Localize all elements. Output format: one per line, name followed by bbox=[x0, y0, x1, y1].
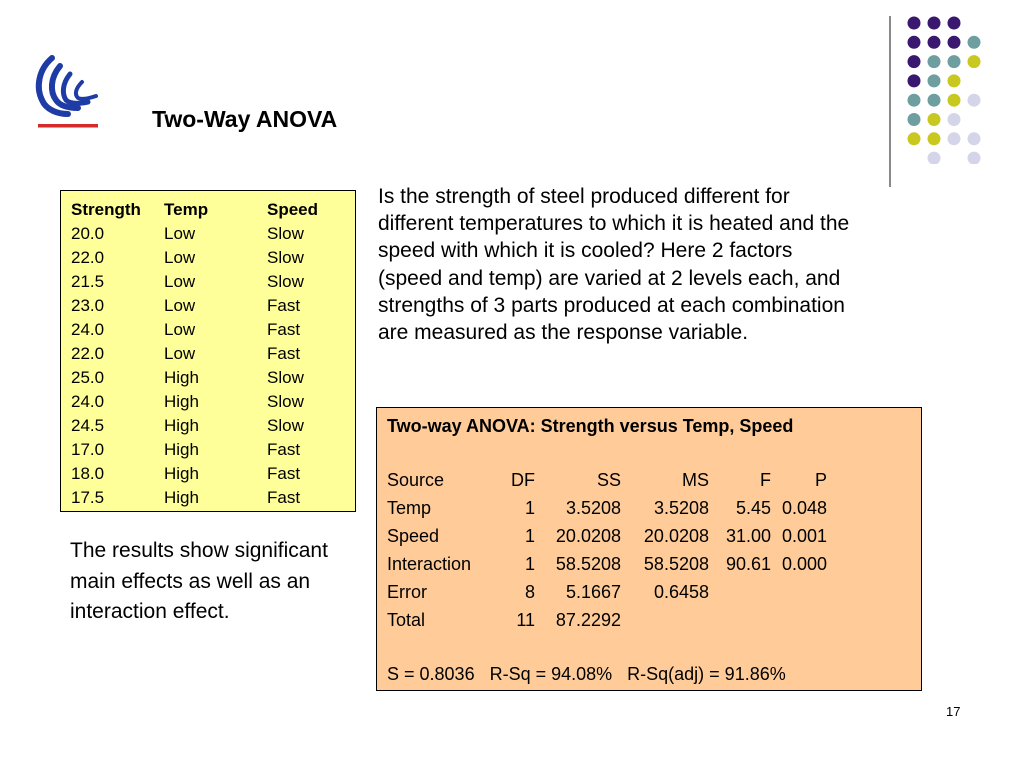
cell-strength: 24.0 bbox=[71, 320, 105, 339]
decorative-dot-grid bbox=[905, 14, 1005, 164]
anova-cell-source: Interaction bbox=[387, 554, 472, 574]
table-header-row bbox=[61, 198, 355, 222]
table-row bbox=[61, 438, 355, 462]
decorative-dot bbox=[948, 36, 961, 49]
anova-cell-df: 8 bbox=[524, 582, 535, 602]
decorative-dot bbox=[948, 94, 961, 107]
cell-speed: Fast bbox=[267, 320, 301, 339]
cell-temp: Low bbox=[164, 248, 196, 267]
cell-speed: Fast bbox=[267, 344, 301, 363]
table-row bbox=[61, 342, 355, 366]
research-question: Is the strength of steel produced different for different temperatures to which it is heated and the speed with which it is cooled? Here 2 factors (speed and temp) are varied at 2 levels each, and strengths of 3 parts produced at each combination are measured as the response variable. bbox=[378, 185, 850, 345]
anova-cell-source: Total bbox=[387, 610, 426, 630]
decorative-dot bbox=[968, 94, 981, 107]
cell-temp: High bbox=[164, 440, 199, 459]
anova-cell-source: Temp bbox=[387, 498, 432, 518]
decorative-dot bbox=[928, 152, 941, 164]
table-row bbox=[61, 414, 355, 438]
anova-row bbox=[387, 606, 921, 634]
cell-temp: Low bbox=[164, 224, 196, 243]
anova-cell-f: 31.00 bbox=[725, 526, 771, 546]
decorative-dot bbox=[928, 74, 941, 87]
cell-temp: Low bbox=[164, 272, 196, 291]
decorative-dot bbox=[968, 132, 981, 145]
cell-temp: Low bbox=[164, 344, 196, 363]
header-temp: Temp bbox=[164, 200, 209, 219]
decorative-dot bbox=[928, 55, 941, 68]
decorative-divider bbox=[889, 16, 891, 187]
anova-cell-source: Error bbox=[387, 582, 427, 602]
anova-row bbox=[387, 494, 921, 522]
strength-data-table bbox=[60, 190, 356, 512]
anova-header-df: DF bbox=[511, 470, 535, 490]
decorative-dot bbox=[948, 17, 961, 30]
anova-cell-f bbox=[709, 606, 771, 634]
decorative-dot bbox=[928, 36, 941, 49]
anova-header-row bbox=[387, 466, 921, 494]
anova-cell-ss: 20.0208 bbox=[555, 526, 621, 546]
logo-flame-tip bbox=[76, 82, 96, 99]
cell-temp: Low bbox=[164, 320, 196, 339]
decorative-dot bbox=[968, 55, 981, 68]
cell-temp: High bbox=[164, 416, 199, 435]
cell-temp: High bbox=[164, 488, 199, 507]
cell-temp: High bbox=[164, 368, 199, 387]
decorative-dot bbox=[908, 94, 921, 107]
decorative-dot bbox=[908, 113, 921, 126]
anova-cell-p bbox=[771, 578, 827, 606]
cell-temp: Low bbox=[164, 296, 196, 315]
cell-speed: Slow bbox=[267, 248, 304, 267]
slide-number: 17 bbox=[946, 704, 961, 719]
anova-cell-ms: 3.5208 bbox=[653, 498, 709, 518]
anova-header-f: F bbox=[760, 470, 771, 490]
table-row bbox=[61, 390, 355, 414]
decorative-dot bbox=[908, 132, 921, 145]
anova-header-source: Source bbox=[387, 470, 445, 490]
decorative-dot bbox=[928, 113, 941, 126]
cell-strength: 24.5 bbox=[71, 416, 105, 435]
decorative-dot bbox=[908, 55, 921, 68]
cell-temp: High bbox=[164, 392, 199, 411]
decorative-dot bbox=[968, 36, 981, 49]
anova-cell-f bbox=[709, 578, 771, 606]
anova-cell-df: 1 bbox=[524, 554, 535, 574]
decorative-dot bbox=[948, 132, 961, 145]
anova-cell-ss: 3.5208 bbox=[565, 498, 621, 518]
anova-cell-p bbox=[771, 606, 827, 634]
decorative-dot bbox=[948, 113, 961, 126]
anova-cell-ss: 87.2292 bbox=[555, 610, 621, 630]
cell-speed: Fast bbox=[267, 488, 301, 507]
slide-title: Two-Way ANOVA bbox=[152, 106, 338, 132]
cell-strength: 22.0 bbox=[71, 344, 105, 363]
anova-cell-ms: 0.6458 bbox=[653, 582, 709, 602]
anova-cell-ss: 5.1667 bbox=[565, 582, 621, 602]
anova-row bbox=[387, 522, 921, 550]
header-strength: Strength bbox=[71, 200, 141, 219]
anova-cell-ss: 58.5208 bbox=[555, 554, 621, 574]
logo-red-bar bbox=[38, 124, 98, 128]
cell-speed: Fast bbox=[267, 464, 301, 483]
anova-row bbox=[387, 550, 921, 578]
anova-cell-ms bbox=[621, 606, 709, 634]
anova-cell-f: 5.45 bbox=[735, 498, 771, 518]
table-row bbox=[61, 366, 355, 390]
cell-speed: Slow bbox=[267, 368, 304, 387]
decorative-dot bbox=[948, 74, 961, 87]
cell-strength: 18.0 bbox=[71, 464, 105, 483]
anova-cell-df: 1 bbox=[524, 498, 535, 518]
anova-cell-df: 1 bbox=[524, 526, 535, 546]
cell-strength: 24.0 bbox=[71, 392, 105, 411]
cell-speed: Fast bbox=[267, 440, 301, 459]
decorative-dot bbox=[948, 55, 961, 68]
conclusion-text: The results show significant main effects as well as an interaction effect. bbox=[70, 539, 328, 623]
cell-speed: Slow bbox=[267, 392, 304, 411]
cell-temp: High bbox=[164, 464, 199, 483]
table-row bbox=[61, 294, 355, 318]
cell-strength: 17.5 bbox=[71, 488, 105, 507]
table-row bbox=[61, 270, 355, 294]
decorative-dot bbox=[928, 94, 941, 107]
anova-cell-p: 0.048 bbox=[781, 498, 827, 518]
decorative-dot bbox=[908, 74, 921, 87]
decorative-dot bbox=[908, 17, 921, 30]
cell-speed: Fast bbox=[267, 296, 301, 315]
anova-title: Two-way ANOVA: Strength versus Temp, Speed bbox=[387, 416, 794, 436]
table-row bbox=[61, 462, 355, 486]
anova-cell-df: 11 bbox=[516, 610, 535, 630]
anova-cell-p: 0.000 bbox=[781, 554, 827, 574]
anova-cell-source: Speed bbox=[387, 526, 440, 546]
decorative-dot bbox=[968, 152, 981, 164]
decorative-dot bbox=[908, 36, 921, 49]
anova-cell-f: 90.61 bbox=[725, 554, 771, 574]
header-speed: Speed bbox=[267, 200, 319, 219]
anova-cell-p: 0.001 bbox=[781, 526, 827, 546]
decorative-dot bbox=[928, 132, 941, 145]
university-logo bbox=[34, 52, 100, 132]
table-row bbox=[61, 246, 355, 270]
anova-header-p: P bbox=[814, 470, 827, 490]
anova-header-ms: MS bbox=[682, 470, 709, 490]
cell-speed: Slow bbox=[267, 272, 304, 291]
cell-speed: Slow bbox=[267, 224, 304, 243]
cell-strength: 25.0 bbox=[71, 368, 105, 387]
anova-output-box bbox=[376, 407, 922, 691]
anova-summary: S = 0.8036 R-Sq = 94.08% R-Sq(adj) = 91.86% bbox=[387, 664, 786, 684]
table-row bbox=[61, 318, 355, 342]
cell-strength: 22.0 bbox=[71, 248, 105, 267]
cell-strength: 21.5 bbox=[71, 272, 105, 291]
table-row bbox=[61, 222, 355, 246]
anova-cell-ms: 58.5208 bbox=[643, 554, 709, 574]
cell-strength: 20.0 bbox=[71, 224, 105, 243]
anova-header-ss: SS bbox=[596, 470, 621, 490]
decorative-dot bbox=[928, 17, 941, 30]
cell-strength: 17.0 bbox=[71, 440, 105, 459]
anova-cell-ms: 20.0208 bbox=[643, 526, 709, 546]
cell-strength: 23.0 bbox=[71, 296, 105, 315]
anova-row bbox=[387, 578, 921, 606]
cell-speed: Slow bbox=[267, 416, 304, 435]
table-row bbox=[61, 486, 355, 510]
